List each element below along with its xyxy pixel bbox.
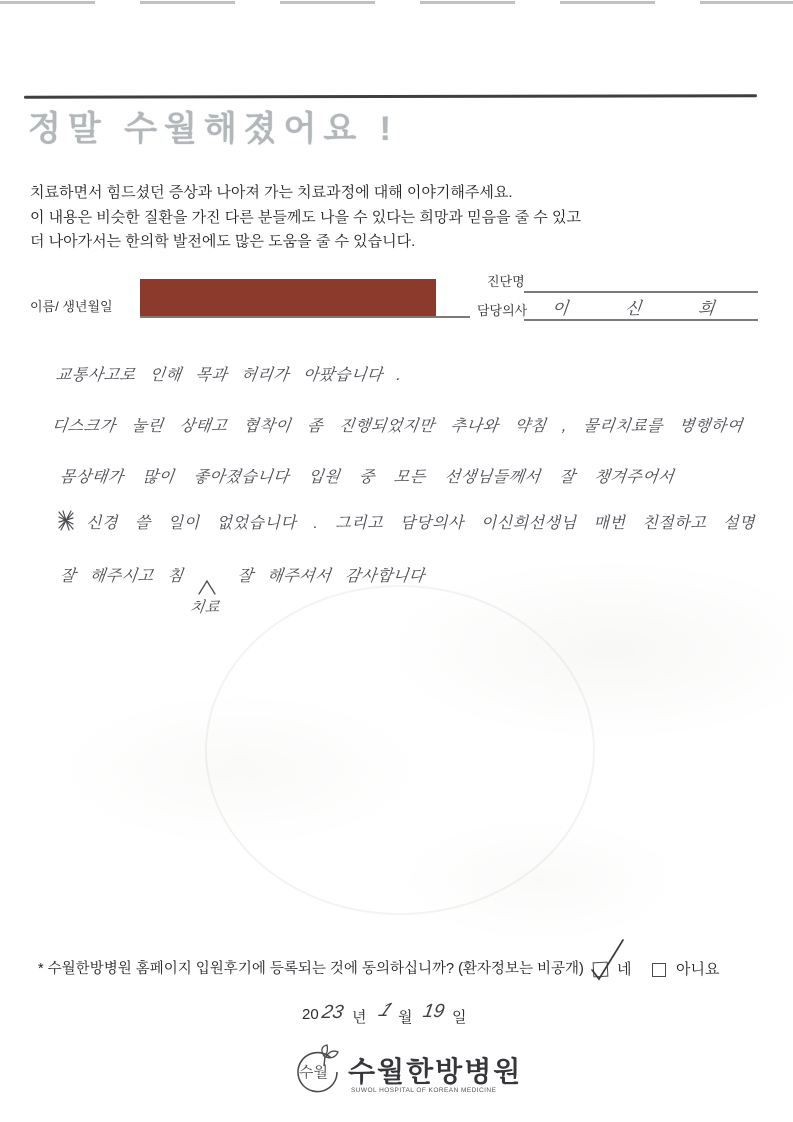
date-day-unit: 일 [452, 1009, 467, 1026]
title-divider [24, 94, 757, 98]
name-birthdate-label: 이름/ 생년월일 [30, 299, 113, 314]
handwriting-line-3: 몸상태가 많이 좋아졌습니다 입원 중 모든 선생님들께서 잘 챙겨주어서 [58, 469, 676, 486]
logo-mark-text: 수월 [299, 1064, 328, 1081]
instructions-paragraph [30, 181, 581, 255]
consent-no-label: 아니요 [676, 961, 720, 978]
handwriting-line-5-before: 잘 해주시고 침 [58, 568, 185, 585]
handwriting-line-5 [59, 563, 427, 586]
inserted-word: 치료 [188, 599, 221, 616]
diagnosis-field-line [524, 291, 758, 293]
instructions-line-3: 더 나아가서는 한의학 발전에도 많은 도움을 줄 수 있습니다. [30, 233, 416, 250]
consent-question: * 수월한방병원 홈페이지 입원후기에 등록되는 것에 동의하십니까? (환자정보는 비공개) [38, 961, 584, 977]
handwriting-line-1: 교통사고로 인해 목과 허리가 아팠습니다 . [54, 367, 403, 384]
date-day-handwritten: 19 [421, 1001, 447, 1022]
doctor-label: 담당의사 [477, 303, 528, 318]
name-field-line [140, 316, 470, 318]
consent-no-checkbox[interactable] [652, 963, 666, 977]
hospital-name: 수월한방병원 [348, 1056, 523, 1087]
date-month-unit: 월 [398, 1009, 413, 1026]
doctor-handwritten-value: 이 신 희 [550, 299, 742, 318]
instructions-line-2: 이 내용은 비슷한 질환을 가진 다른 분들께도 나을 수 있다는 희망과 믿음을 줄 수 있고 [30, 208, 582, 226]
doctor-field-line [524, 319, 758, 321]
faint-watermark-circle [205, 585, 595, 915]
date-year-unit: 년 [352, 1009, 367, 1026]
scan-edge-artifact [0, 1, 793, 4]
handwriting-line-5-after: 잘 해주셔서 감사합니다 [236, 568, 426, 585]
consent-yes-label: 네 [617, 961, 632, 978]
page-title: 정말 수월해졌어요 ! [28, 110, 398, 148]
instructions-line-1: 치료하면서 힘드셨던 증상과 나아져 가는 치료과정에 대해 이야기해주세요. [30, 184, 513, 201]
diagnosis-label: 진단명 [487, 274, 525, 289]
insertion-caret-icon [197, 579, 217, 595]
crossed-out-word-scribble-icon [56, 509, 76, 532]
date-year-handwritten: 23 [320, 1002, 346, 1023]
handwriting-line-4-text: 신경 쓸 일이 없었습니다 . 그리고 담당의사 이신희선생님 매번 친절하고 설명 [86, 515, 756, 532]
handwriting-line-4 [56, 509, 755, 533]
handwriting-line-2: 디스크가 눌린 상태고 협착이 좀 진행되었지만 추나와 약침 , 물리치료를 병행하여 [50, 418, 744, 435]
hospital-logo-mark-icon [293, 1044, 343, 1100]
name-redaction-box [140, 279, 436, 316]
date-year-prefix: 20 [302, 1006, 319, 1023]
hospital-name-english: SUWOL HOSPITAL OF KOREAN MEDICINE [351, 1087, 497, 1094]
date-month-handwritten: 1 [374, 1000, 397, 1021]
